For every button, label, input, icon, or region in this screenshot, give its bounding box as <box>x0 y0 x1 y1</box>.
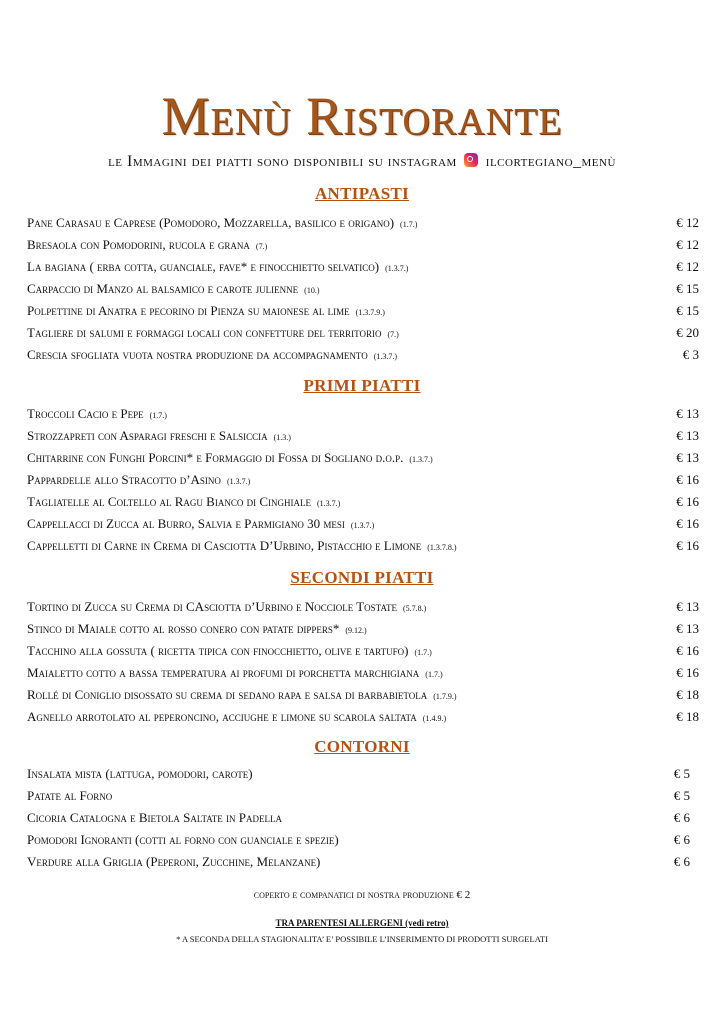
menu-item-price: € 16 <box>676 494 699 509</box>
menu-item <box>27 852 699 872</box>
menu-item-price: € 15 <box>676 281 699 296</box>
menu-item-allergens: (1.3.7.) <box>317 499 341 508</box>
menu-item-price: € 18 <box>676 709 699 724</box>
menu-item <box>27 235 699 255</box>
menu-item-name: Pane Carasau e Caprese (Pomodoro, Mozzarella, basilico e origano) <box>27 215 395 230</box>
menu-item <box>27 786 699 806</box>
menu-item-allergens: (1.3.7.) <box>226 477 251 486</box>
section-title-primi-piatti: PRIMI PIATTI <box>303 376 421 395</box>
menu-item-name: Troccoli Cacio e Pepe <box>27 406 144 421</box>
menu-item-name: Tagliere di salumi e formaggi locali con confetture del territorio <box>27 325 382 340</box>
instagram-notice <box>0 152 724 172</box>
menu-item-price: € 6 <box>673 854 690 869</box>
menu-item-name: Cicoria Catalogna e Bietola Saltate in Padella <box>27 810 283 825</box>
menu-item <box>27 257 699 277</box>
menu-item <box>27 470 699 490</box>
menu-item-name: Patate al Forno <box>27 788 113 803</box>
menu-item-name: Tagliatelle al Coltello al Ragu Bianco di Cinghiale <box>27 494 311 509</box>
menu-item <box>27 323 699 343</box>
section-title-secondi-piatti: SECONDI PIATTI <box>290 568 434 587</box>
menu-item-allergens: (7.) <box>255 242 268 251</box>
menu-item <box>27 663 699 683</box>
menu-item <box>27 764 699 784</box>
menu-item-price: € 3 <box>682 347 699 362</box>
menu-item-allergens: (1.7.) <box>425 670 443 679</box>
menu-item <box>27 514 699 534</box>
menu-item-allergens: (1.3.7.) <box>409 455 433 464</box>
menu-item <box>27 830 699 850</box>
menu-item-name: Polpettine di Anatra e pecorino di Pienza su maionese al lime <box>27 303 350 318</box>
menu-item-allergens: (1.3.7.8.) <box>427 543 457 552</box>
menu-item <box>27 536 699 556</box>
coperto-note: coperto e companatici di nostra produzione € 2 <box>253 889 471 901</box>
menu-item <box>27 641 699 661</box>
menu-item-name: Tortino di Zucca su Crema di CAsciotta d’Urbino e Nocciole Tostate <box>27 599 397 614</box>
menu-item-allergens: (1.3.7.) <box>385 264 409 273</box>
menu-item-price: € 18 <box>676 687 699 702</box>
menu-item-price: € 16 <box>676 472 699 487</box>
menu-item-price: € 12 <box>676 237 699 252</box>
menu-item <box>27 426 699 446</box>
menu-item-name: Maialetto cotto a bassa temperatura ai profumi di porchetta marchigiana <box>27 665 420 680</box>
menu-item-price: € 12 <box>676 259 699 274</box>
menu-item-allergens: (1.3.7.9.) <box>355 308 385 317</box>
menu-item <box>27 707 699 727</box>
menu-item <box>27 301 699 321</box>
menu-item-price: € 13 <box>676 621 699 636</box>
menu-item-price: € 5 <box>673 788 690 803</box>
menu-item <box>27 597 699 617</box>
menu-item <box>27 345 699 365</box>
menu-item-name: Agnello arrotolato al peperoncino, acciughe e limone su scarola saltata <box>27 709 417 724</box>
menu-item-price: € 6 <box>673 832 690 847</box>
menu-item-price: € 13 <box>676 599 699 614</box>
frozen-products-note: * A SECONDA DELLA STAGIONALITA’ E’ POSSIBILE L’INSERIMENTO DI PRODOTTI SURGELATI <box>176 934 548 944</box>
menu-item-allergens: (1.7.) <box>414 648 432 657</box>
menu-item-allergens: (1.3.7.) <box>350 521 375 530</box>
menu-item <box>27 279 699 299</box>
menu-item <box>27 404 699 424</box>
menu-item-price: € 16 <box>676 665 699 680</box>
instagram-handle[interactable]: ilcortegiano_menù <box>485 153 616 170</box>
menu-item-price: € 16 <box>676 538 699 553</box>
instagram-icon <box>464 153 478 167</box>
section-title-antipasti: ANTIPASTI <box>314 184 410 203</box>
menu-item-price: € 13 <box>676 428 699 443</box>
section-title-contorni: CONTORNI <box>314 737 410 756</box>
menu-item-allergens: (5.7.8.) <box>402 604 427 613</box>
menu-item-name: Bresaola con Pomodorini, rucola e grana <box>27 237 250 252</box>
menu-item-name: Cappellacci di Zucca al Burro, Salvia e Parmigiano 30 mesi <box>27 516 345 531</box>
menu-item <box>27 685 699 705</box>
menu-item-name: Pomodori Ignoranti (cotti al forno con guanciale e spezie) <box>27 832 339 847</box>
menu-item-price: € 20 <box>676 325 699 340</box>
menu-item-name: La bagiana ( erba cotta, guanciale, fave* e finocchietto selvatico) <box>27 259 380 274</box>
menu-item-price: € 12 <box>676 215 699 230</box>
menu-item-price: € 13 <box>676 406 699 421</box>
menu-item-allergens: (1.7.9.) <box>433 692 457 701</box>
menu-item-name: Insalata mista (lattuga, pomodori, carote) <box>27 766 253 781</box>
menu-item-allergens: (1.3.7.) <box>373 352 398 361</box>
menu-item-name: Chitarrine con Funghi Porcini* e Formaggio di Fossa di Sogliano d.o.p. <box>27 450 404 465</box>
menu-item-allergens: (1.7.) <box>149 411 167 420</box>
menu-item-name: Cappelletti di Carne in Crema di Casciotta D’Urbino, Pistacchio e Limone <box>27 538 422 553</box>
menu-item <box>27 619 699 639</box>
menu-title: Menù Ristorante <box>161 86 563 146</box>
menu-item-allergens: (10.) <box>304 286 320 295</box>
menu-item-price: € 15 <box>676 303 699 318</box>
menu-item-allergens: (9.12.) <box>345 626 367 635</box>
menu-item <box>27 808 699 828</box>
menu-item <box>27 492 699 512</box>
menu-item-name: Stinco di Maiale cotto al rosso conero con patate dippers* <box>27 621 340 636</box>
instagram-notice-text: le Immagini dei piatti sono disponibili su instagram <box>108 153 457 170</box>
menu-item-name: Rollé di Coniglio disossato su crema di sedano rapa e salsa di barbabietola <box>27 687 428 702</box>
menu-item-price: € 13 <box>676 450 699 465</box>
menu-item-allergens: (7.) <box>387 330 399 339</box>
menu-item-name: Verdure alla Griglia (Peperoni, Zucchine, Melanzane) <box>27 854 321 869</box>
menu-item-name: Pappardelle allo Stracotto d’Asino <box>27 472 221 487</box>
menu-item <box>27 213 699 233</box>
menu-item-allergens: (1.7.) <box>400 220 418 229</box>
menu-item-name: Strozzapreti con Asparagi freschi e Salsiccia <box>27 428 268 443</box>
menu-item-allergens: (1.4.9.) <box>422 714 447 723</box>
menu-item-allergens: (1.3.) <box>273 433 291 442</box>
menu-item-name: Crescia sfogliata vuota nostra produzione da accompagnamento <box>27 347 368 362</box>
menu-item-price: € 6 <box>673 810 690 825</box>
allergen-note: TRA PARENTESI ALLERGENI (vedi retro) <box>275 918 449 928</box>
menu-item-name: Tacchino alla gossuta ( ricetta tipica con finocchietto, olive e tartufo) <box>27 643 409 658</box>
menu-item-name: Carpaccio di Manzo al balsamico e carote julienne <box>27 281 299 296</box>
menu-item-price: € 16 <box>676 516 699 531</box>
menu-item <box>27 448 699 468</box>
menu-item-price: € 5 <box>673 766 690 781</box>
menu-item-price: € 16 <box>676 643 699 658</box>
